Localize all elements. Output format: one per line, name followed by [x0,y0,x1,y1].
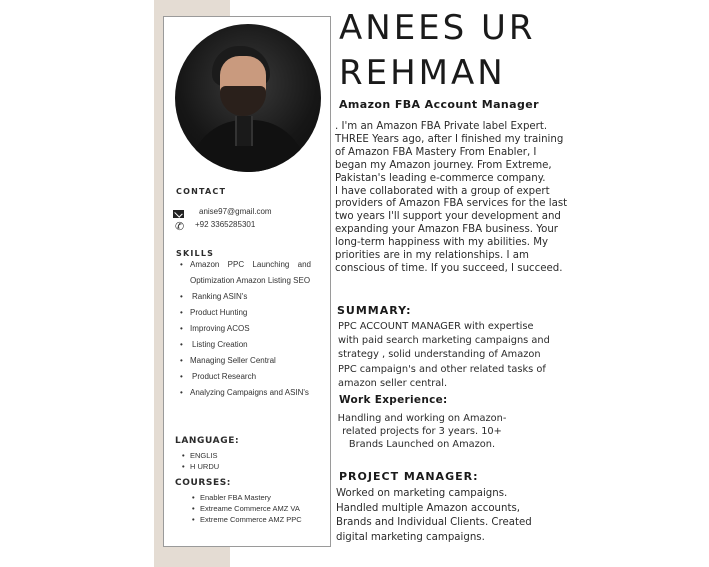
course-item: • Extreame Commerce AMZ VA [191,503,313,514]
courses-heading: COURSES: [175,478,232,488]
skill-item: • Product Hunting [179,305,311,321]
language-item: • H URDU [181,461,219,472]
skill-item: • Amazon PPC Launching and Optimization Amazon Listing SEO [179,257,311,289]
phone-icon: ✆ [175,220,185,233]
skills-heading: SKILLS [176,249,215,258]
contact-heading: CONTACT [176,187,227,196]
work-text: Handling and working on Amazon-related projects for 3 years. 10+ Brands Launched on Amazon. [337,413,507,451]
phone-text: +92 3365285301 [195,220,256,229]
language-list [181,450,219,472]
courses-list [191,492,313,525]
language-heading: LANGUAGE: [175,436,240,446]
skill-item: • Product Research [179,369,311,385]
summary-text: PPC ACCOUNT MANAGER with expertise with paid search marketing campaigns and strategy , solid understanding of Amazon PPC campaign's and other related tasks of amazon seller central. [338,321,550,389]
summary-heading: SUMMARY: [337,304,412,317]
work-heading: Work Experience: [339,394,448,406]
language-item: • ENGLIS [181,450,219,461]
skill-item: • Listing Creation [179,337,311,353]
course-item: • Extreme Commerce AMZ PPC [191,514,313,525]
mail-icon [173,210,184,218]
about-text: . I'm an Amazon FBA Private label Expert. THREE Years ago, after I finished my training of Amazon FBA Mastery From Enabler, I began my Amazon journey. From Extreme, Pakistan's leading e-commerce company. I have collaborated with a group of expert providers of Amazon FBA services for the last two years I'll support your development and expanding your Amazon FBA business. Your long-term happiness with my abilities. My priorities are in my relationships. I am conscious of time. If you succeed, I succeed. [335,121,568,274]
job-title: Amazon FBA Account Manager [339,98,539,111]
project-text: Worked on marketing campaigns. Handled multiple Amazon accounts, Brands and Individual Clients. Created digital marketing campaigns. [336,488,532,543]
skill-item: • Managing Seller Central [179,353,311,369]
skills-list [179,257,311,401]
profile-photo [175,24,321,172]
skill-item: • Improving ACOS [179,321,311,337]
skill-item: • Analyzing Campaigns and ASIN's [179,385,311,401]
candidate-name: ANEES UR REHMAN [339,8,536,93]
project-heading: PROJECT MANAGER: [339,470,479,483]
skill-item: • Ranking ASIN's [179,289,311,305]
email-text: anise97@gmail.com [199,207,272,216]
course-item: • Enabler FBA Mastery [191,492,313,503]
